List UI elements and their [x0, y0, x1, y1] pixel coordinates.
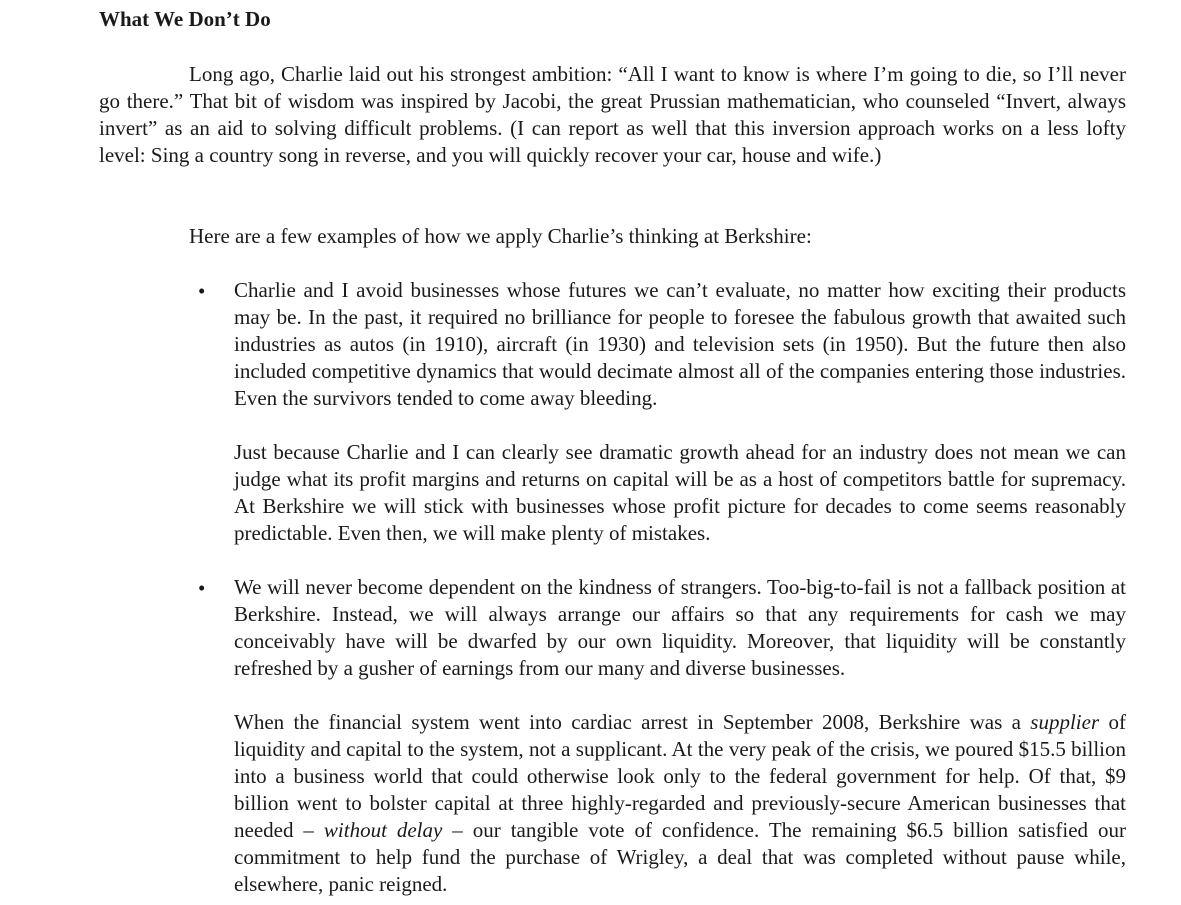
para-text-segment: – our tangible vote of confidence. The remaining $6.5 billion satisfied our commitment to help fund the purchase of Wrigley, a deal that was completed without pause while, elsewhere, panic reigned.: [234, 818, 1126, 896]
bullet-1-paragraph-1: Charlie and I avoid businesses whose futures we can’t evaluate, no matter how exciting their products may be. In the past, it required no brilliance for people to foresee the fabulous growth that awaited such industries as autos (in 1910), aircraft (in 1930) and television sets (in 1950). But the future then also included competitive dynamics that would decimate almost all of the companies entering those industries. Even the survivors tended to come away bleeding.: [234, 278, 1126, 410]
bullet-marker-1: •: [198, 279, 206, 303]
bullet-marker-2: •: [198, 576, 206, 600]
bullet-2-paragraph-2: [234, 709, 1126, 898]
bullet-2-paragraph-1: We will never become dependent on the kindness of strangers. Too-big-to-fail is not a fallback position at Berkshire. Instead, we will always arrange our affairs so that any requirements for cash we may conceivably have will be dwarfed by our own liquidity. Moreover, that liquidity will be constantly refreshed by a gusher of earnings from our many and diverse businesses.: [234, 575, 1126, 680]
emphasis-without-delay: without delay: [323, 818, 443, 842]
section-heading: What We Don’t Do: [99, 7, 271, 31]
para-text-segment: When the financial system went into cardiac arrest in September 2008, Berkshire was a: [234, 710, 1031, 734]
para-text-segment: of liquidity and capital to the system, not a supplicant. At the very peak of the crisis, we poured $15.5 billion into a business world that could otherwise look only to the federal government for help. Of that, $9 billion went to bolster capital at three highly-regarded and previously-secure American businesses that needed –: [234, 710, 1126, 842]
intro-paragraph: Long ago, Charlie laid out his strongest ambition: “All I want to know is where I’m going to die, so I’ll never go there.” That bit of wisdom was inspired by Jacobi, the great Prussian mathematician, who counseled “Invert, always invert” as an aid to solving difficult problems. (I can report as well that this inversion approach works on a less lofty level: Sing a country song in reverse, and you will quickly recover your car, house and wife.): [99, 62, 1126, 167]
bullet-1-paragraph-2: Just because Charlie and I can clearly see dramatic growth ahead for an industry does not mean we can judge what its profit margins and returns on capital will be as a host of competitors battle for supremacy. At Berkshire we will stick with businesses whose profit picture for decades to come seems reasonably predictable. Even then, we will make plenty of mistakes.: [234, 440, 1126, 545]
lead-paragraph: Here are a few examples of how we apply Charlie’s thinking at Berkshire:: [189, 224, 812, 248]
emphasis-supplier: supplier: [1030, 710, 1100, 734]
